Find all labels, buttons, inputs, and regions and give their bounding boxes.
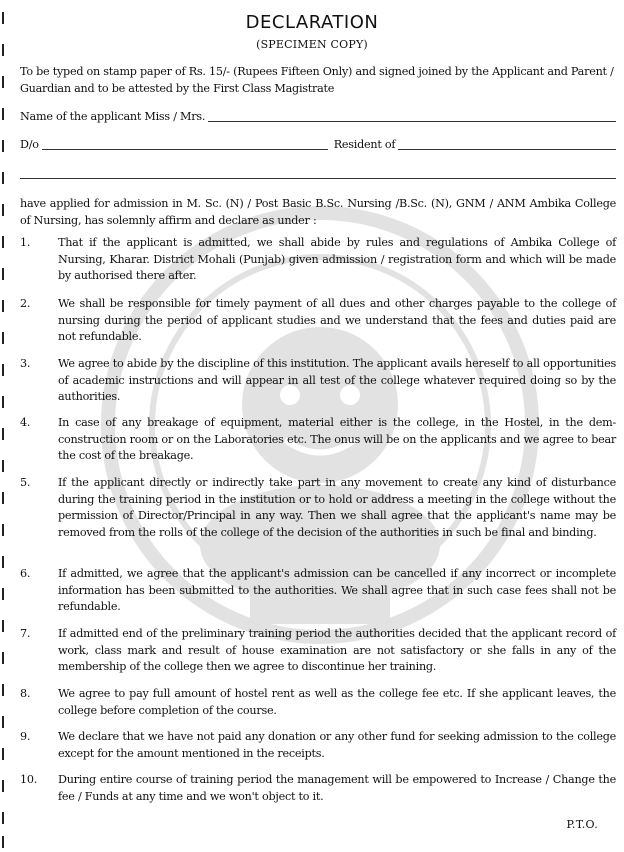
clause-number: 10. [20, 773, 38, 786]
clause-9 [20, 729, 616, 762]
intro-instructions: To be typed on stamp paper of Rs. 15/- (Rupees Fifteen Only) and signed joined by the Applicant and Parent / Guardian and to be attested by the First Class Magistrate [20, 65, 614, 95]
applied-statement: have applied for admission in M. Sc. (N) / Post Basic B.Sc. Nursing /B.Sc. (N), GNM / ANM Ambika College of Nursing, has solemnly affirm and declare as under : [20, 197, 616, 227]
clause-text: We agree to abide by the discipline of this institution. The applicant avails hereself to all opportunities of academic instructions and will appear in all test of the college whatever required doing so by the authorities. [58, 357, 616, 403]
clause-number: 7. [20, 627, 31, 640]
resident-of-label: Resident of [333, 138, 396, 151]
please-turn-over: P.T.O. [566, 818, 598, 831]
daughter-of-label: D/o [20, 138, 39, 151]
clause-text: If admitted end of the preliminary training period the authorities decided that the applicant record of work, class mark and result of house examination are not satisfactory or she falls in any of the membership of the college then we agree to discontinue her training. [58, 627, 616, 673]
applicant-name-row [20, 106, 616, 124]
clause-1 [20, 235, 616, 285]
clause-number: 4. [20, 416, 31, 429]
document-subtitle: (SPECIMEN COPY) [256, 38, 368, 51]
clause-text: In case of any breakage of equipment, material either is the college, in the Hostel, in the dem-construction room or on the Laboratories etc. The onus will be on the applicants and we agree to bear the cost of the breakage. [58, 416, 616, 462]
clause-4 [20, 415, 616, 465]
left-edge-marks [2, 0, 5, 852]
clause-6 [20, 566, 616, 616]
document-title: DECLARATION [245, 12, 379, 33]
clause-3 [20, 356, 616, 406]
clause-text: We shall be responsible for timely payment of all dues and other charges payable to the college of nursing during the period of applicant studies and we understand that the fees and duties paid are not refundable. [58, 297, 616, 343]
clause-text: That if the applicant is admitted, we shall abide by rules and regulations of Ambika College of Nursing, Kharar. District Mohali (Punjab) given admission / registration form and which will be made by authorised there after. [58, 236, 616, 282]
clause-text: If the applicant directly or indirectly take part in any movement to create any kind of disturbance during the training period in the institution or to hold or address a meeting in the college without the permission of Director/Principal in any way. Then we shall agree that the applicant's name may be removed from the rolls of the college of the decision of the authorities in such be final and binding. [58, 476, 616, 539]
daughter-of-field[interactable] [42, 137, 328, 150]
clause-text: During entire course of training period the management will be empowered to Increase / Change the fee / Funds at any time and we won't object to it. [58, 773, 616, 803]
applicant-name-field[interactable] [208, 109, 616, 122]
clause-number: 2. [20, 297, 31, 310]
applicant-name-label: Name of the applicant Miss / Mrs. [20, 110, 206, 123]
clause-number: 3. [20, 357, 31, 370]
clause-2 [20, 296, 616, 346]
clause-8 [20, 686, 616, 719]
clause-5 [20, 475, 616, 541]
clause-number: 9. [20, 730, 31, 743]
address-continuation-field[interactable] [20, 178, 616, 179]
clause-number: 1. [20, 236, 31, 249]
clause-text: We agree to pay full amount of hostel rent as well as the college fee etc. If she applicant leaves, the college before completion of the course. [58, 687, 616, 717]
clause-10 [20, 772, 616, 805]
clause-number: 8. [20, 687, 31, 700]
parent-residence-row [20, 134, 616, 152]
clause-text: If admitted, we agree that the applicant's admission can be cancelled if any incorrect or incomplete information has been submitted to the authorities. We shall agree that in such case fees shall not be refundable. [58, 567, 616, 613]
clause-text: We declare that we have not paid any donation or any other fund for seeking admission to the college except for the amount mentioned in the receipts. [58, 730, 616, 760]
clause-number: 5. [20, 476, 31, 489]
clause-7 [20, 626, 616, 676]
resident-of-field[interactable] [398, 137, 616, 150]
clause-number: 6. [20, 567, 31, 580]
